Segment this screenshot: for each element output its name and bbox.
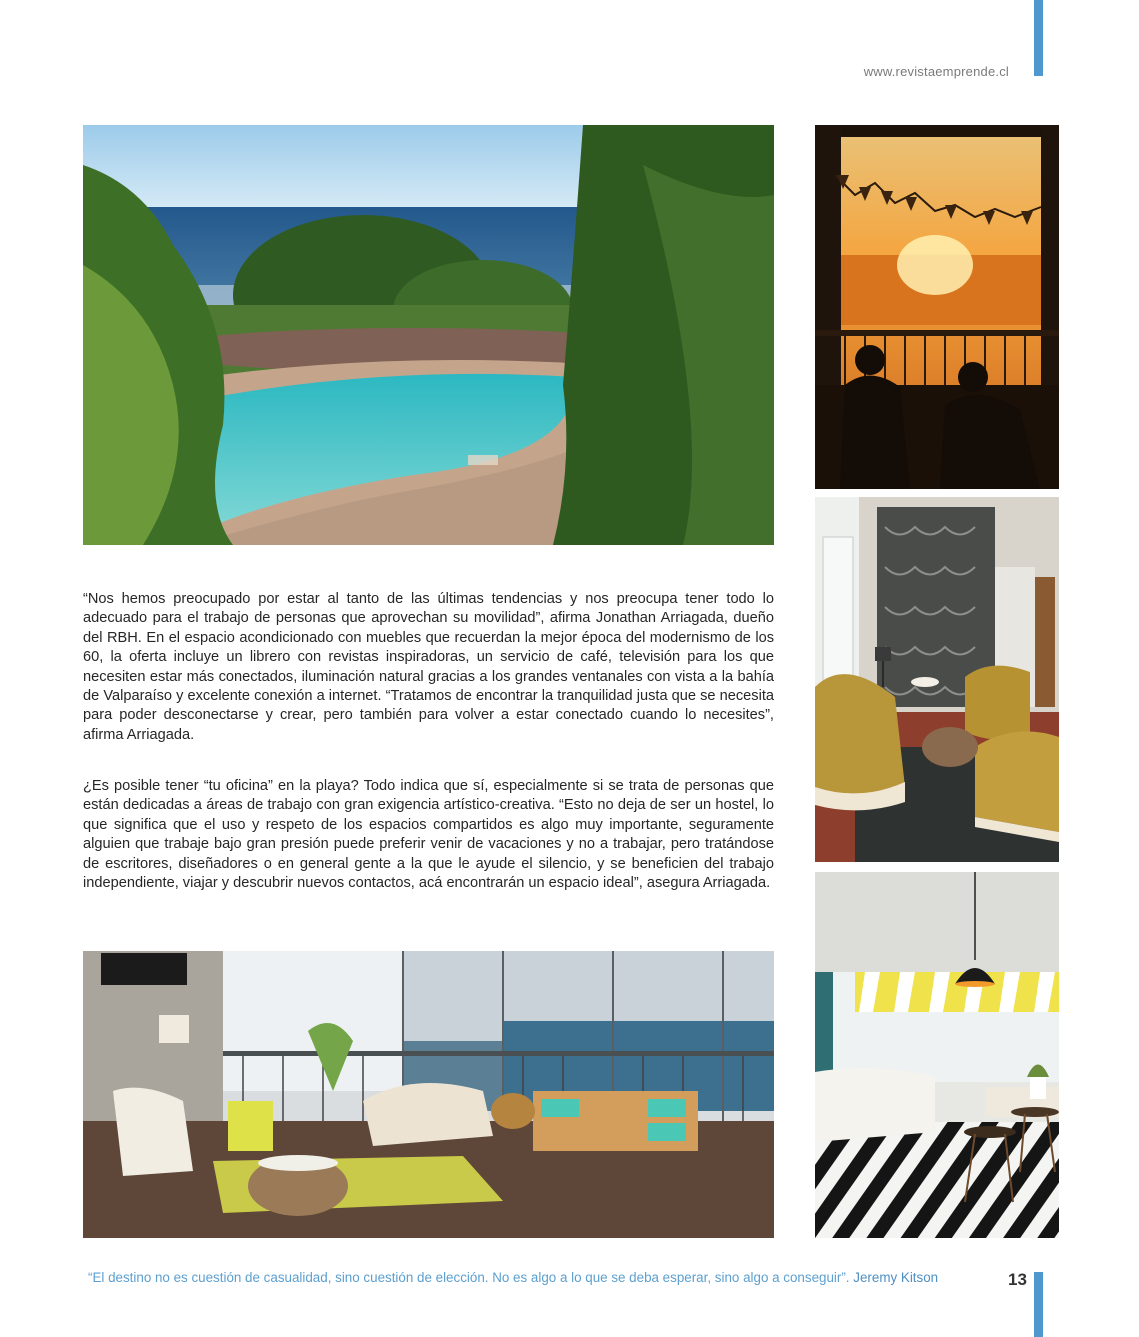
footer-quote xyxy=(88,1270,988,1285)
page-number: 13 xyxy=(1008,1270,1027,1289)
pool-photo xyxy=(83,125,774,545)
lounge-photo xyxy=(815,497,1059,862)
site-url: www.revistaemprende.cl xyxy=(863,64,1009,79)
accent-bar-top xyxy=(1034,0,1043,76)
dining-area-photo xyxy=(815,872,1059,1238)
accent-bar-bottom xyxy=(1034,1272,1043,1337)
article-paragraph: ¿Es posible tener “tu oficina” en la playa? Todo indica que sí, especialmente si se trata de personas que están dedicadas a áreas de trabajo con gran exigencia artístico-creativa. “Esto no deja de ser un hostel, lo que significa que el uso y respeto de los espacios compartidos es algo muy importante, seguramente alguien que trabaje bajo gran presión puede preferir venir de vacaciones y no a trabajar, pero tratándose de escritores, diseñadores o en general gente a la que le ayude el silencio, y se beneficien del trabajo independiente, viajar y descubrir nuevos contactos, acá encontrarán un espacio ideal”, asegura Arriagada. xyxy=(83,778,774,892)
terrace-photo xyxy=(83,951,774,1238)
quote-text: “El destino no es cuestión de casualidad, sino cuestión de elección. No es algo a lo que se deba esperar, sino algo a conseguir”. xyxy=(88,1270,850,1285)
quote-author: Jeremy Kitson xyxy=(853,1270,939,1285)
article-paragraph: “Nos hemos preocupado por estar al tanto de las últimas tendencias y nos preocupa tener todo lo adecuado para el trabajo de personas que aprovechan su movilidad”, afirma Jonathan Arriagada, dueño del RBH. En el espacio acondicionado con muebles que recuerdan la mejor época del modernismo de los 60, la oferta incluye un librero con revistas inspiradoras, un servicio de café, televisión para los que necesiten estar más conectados, iluminación natural gracias a los grandes ventanales con vista a la bahía de Valparaíso y excelente conexión a internet. “Tratamos de encontrar la tranquilidad justa que se necesita para poder desconectarse y crear, pero también para volver a estar conectado cuando lo necesites”, afirma Arriagada. xyxy=(83,591,774,743)
sunset-balcony-photo xyxy=(815,125,1059,489)
